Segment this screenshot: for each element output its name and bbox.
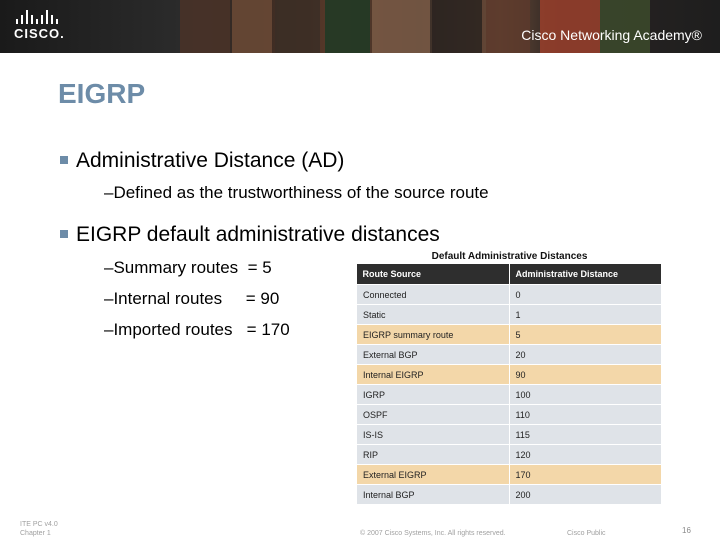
ad-table: [356, 264, 662, 505]
sub-bullet: –Internal routes = 90: [104, 289, 280, 308]
admin-distance-cell: 20: [509, 345, 662, 365]
sub-bullet: –Imported routes = 170: [104, 320, 290, 339]
cisco-bars-icon: [16, 10, 65, 24]
photo-strip: [180, 0, 230, 53]
photo-strip: [432, 0, 482, 53]
route-source-cell: OSPF: [357, 405, 510, 425]
admin-distance-cell: 170: [509, 465, 662, 485]
table-row: [357, 425, 662, 445]
footer-classification: Cisco Public: [567, 530, 606, 537]
table-row: [357, 305, 662, 325]
bullet-text: Administrative Distance (AD): [76, 149, 345, 172]
admin-distance-cell: 0: [509, 285, 662, 305]
table-row: [357, 285, 662, 305]
route-source-cell: IGRP: [357, 385, 510, 405]
route-source-cell: Internal BGP: [357, 485, 510, 505]
slide-title: EIGRP: [58, 78, 146, 109]
footer-course: ITE PC v4.0: [20, 521, 58, 528]
table-row: [357, 345, 662, 365]
table-caption: Default Administrative Distances: [431, 251, 588, 262]
sub-bullet: –Defined as the trustworthiness of the source route: [104, 183, 489, 202]
table-row: [357, 365, 662, 385]
bullet-item: [60, 223, 440, 247]
route-source-cell: Static: [357, 305, 510, 325]
bullet-item: [60, 149, 344, 173]
table-row: [357, 325, 662, 345]
ad-table-container: [356, 249, 663, 505]
sub-bullet: –Summary routes = 5: [104, 258, 272, 277]
column-header-admin-distance: Administrative Distance: [509, 264, 662, 285]
table-row: [357, 405, 662, 425]
route-source-cell: RIP: [357, 445, 510, 465]
photo-strip: [275, 0, 320, 53]
route-source-cell: External EIGRP: [357, 465, 510, 485]
table-row: [357, 445, 662, 465]
route-source-cell: Connected: [357, 285, 510, 305]
route-source-cell: EIGRP summary route: [357, 325, 510, 345]
footer-chapter: Chapter 1: [20, 530, 51, 537]
bullet-text: EIGRP default administrative distances: [76, 223, 440, 246]
table-row: [357, 385, 662, 405]
bullet-square-icon: [60, 230, 68, 238]
header-banner: [0, 0, 720, 53]
footer-copyright: © 2007 Cisco Systems, Inc. All rights reserved.: [360, 530, 506, 537]
academy-title: Cisco Networking Academy®: [521, 27, 702, 43]
page-number: 16: [682, 526, 691, 535]
admin-distance-cell: 1: [509, 305, 662, 325]
column-header-route-source: Route Source: [357, 264, 510, 285]
route-source-cell: Internal EIGRP: [357, 365, 510, 385]
route-source-cell: External BGP: [357, 345, 510, 365]
photo-strip: [372, 0, 430, 53]
admin-distance-cell: 100: [509, 385, 662, 405]
admin-distance-cell: 120: [509, 445, 662, 465]
table-header-row: [357, 264, 662, 285]
footer-course-info: [20, 520, 58, 538]
route-source-cell: IS-IS: [357, 425, 510, 445]
bullet-square-icon: [60, 156, 68, 164]
cisco-logo: [14, 10, 65, 41]
admin-distance-cell: 90: [509, 365, 662, 385]
photo-strip: [325, 0, 370, 53]
admin-distance-cell: 110: [509, 405, 662, 425]
photo-strip: [232, 0, 272, 53]
admin-distance-cell: 5: [509, 325, 662, 345]
table-row: [357, 465, 662, 485]
admin-distance-cell: 115: [509, 425, 662, 445]
table-row: [357, 485, 662, 505]
admin-distance-cell: 200: [509, 485, 662, 505]
cisco-wordmark: CISCO.: [14, 26, 65, 41]
